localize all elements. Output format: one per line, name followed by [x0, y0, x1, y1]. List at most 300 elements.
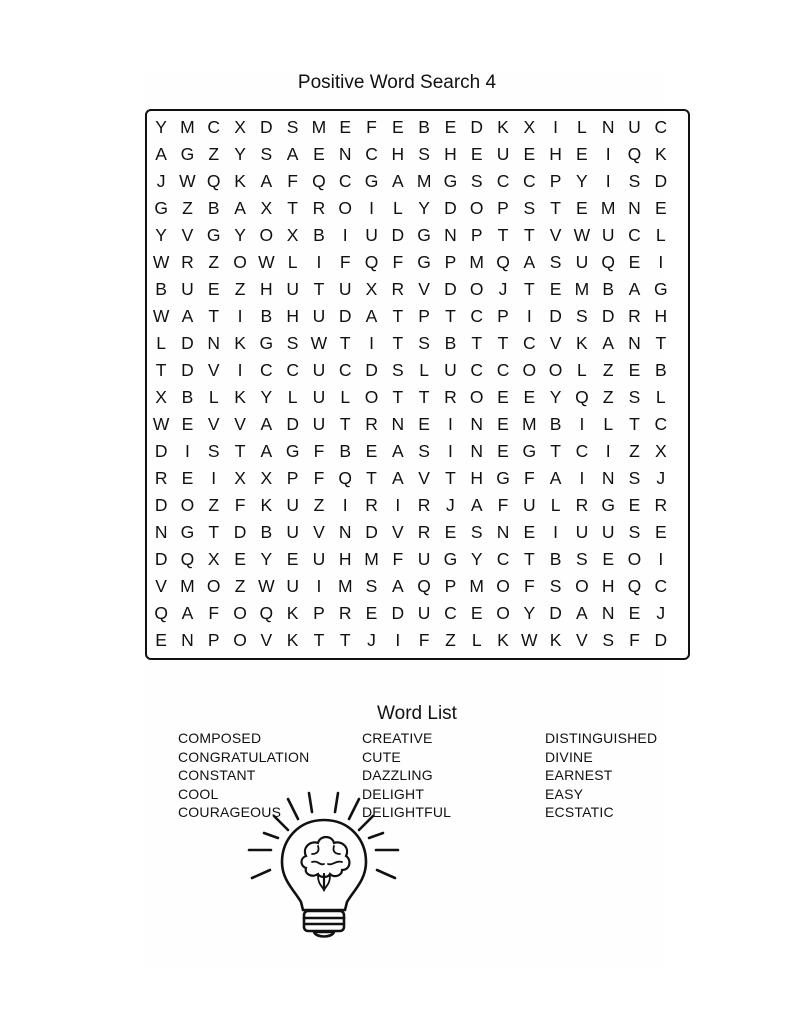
grid-letter: D: [338, 306, 352, 326]
grid-letter: F: [392, 252, 404, 272]
grid-letter: R: [575, 495, 589, 515]
grid-letter: X: [234, 468, 246, 488]
grid-letter: M: [574, 279, 590, 299]
grid-letter: A: [391, 576, 404, 596]
grid-letter: T: [313, 630, 325, 650]
grid-letter: E: [207, 279, 220, 299]
grid-letter: F: [313, 441, 325, 461]
grid-letter: D: [549, 306, 562, 326]
grid-letter: H: [260, 279, 273, 299]
grid-letter: S: [602, 630, 615, 650]
grid-letter: I: [553, 117, 559, 137]
grid-letter: L: [655, 225, 666, 245]
grid-letter: V: [418, 279, 430, 299]
grid-letter: D: [444, 198, 457, 218]
grid-letter: A: [234, 198, 246, 218]
grid-letter: T: [523, 279, 535, 299]
grid-letter: C: [470, 360, 484, 380]
grid-letter: E: [444, 522, 457, 542]
grid-letter: T: [418, 387, 430, 407]
grid-letter: E: [365, 603, 378, 623]
grid-letter: N: [338, 522, 352, 542]
grid-letter: U: [444, 360, 457, 380]
grid-letter: B: [549, 549, 562, 569]
grid-letter: J: [156, 171, 166, 191]
lightbulb-brain-icon: [246, 790, 406, 942]
grid-letter: N: [496, 522, 510, 542]
grid-letter: E: [576, 198, 588, 218]
grid-letter: G: [417, 225, 431, 245]
grid-letter: Y: [260, 387, 273, 407]
grid-letter: V: [391, 522, 404, 542]
grid-letter: H: [470, 468, 484, 488]
grid-letter: Q: [627, 144, 642, 164]
grid-letter: W: [310, 333, 328, 353]
grid-letter: U: [496, 144, 510, 164]
grid-letter: S: [418, 441, 430, 461]
grid-letter: E: [365, 441, 378, 461]
grid-letter: D: [181, 333, 194, 353]
grid-letter: H: [391, 144, 405, 164]
grid-letter: Q: [206, 171, 221, 191]
grid-letter: V: [418, 468, 430, 488]
grid-letter: A: [260, 414, 273, 434]
grid-letter: I: [237, 306, 243, 326]
grid-letter: E: [470, 144, 483, 164]
grid-letter: Y: [260, 549, 273, 569]
grid-letter: H: [338, 549, 352, 569]
grid-letter: P: [444, 576, 457, 596]
grid-letter: T: [392, 306, 404, 326]
grid-letter: O: [522, 360, 537, 380]
grid-letter: D: [470, 117, 484, 137]
grid-letter: T: [497, 225, 509, 245]
grid-letter: Y: [418, 198, 430, 218]
grid-letter: D: [391, 603, 405, 623]
grid-letter: I: [658, 252, 664, 272]
grid-letter: O: [233, 630, 247, 650]
grid-letter: O: [206, 576, 221, 596]
grid-letter: A: [391, 171, 404, 191]
grid-letter: Z: [182, 198, 193, 218]
word-item: CONGRATULATION: [178, 748, 310, 765]
grid-letter: F: [287, 171, 298, 191]
grid-letter: T: [339, 333, 351, 353]
grid-letter: C: [207, 117, 221, 137]
grid-letter: I: [579, 468, 585, 488]
grid-letter: M: [469, 252, 484, 272]
grid-letter: P: [497, 306, 509, 326]
grid-letter: H: [444, 144, 457, 164]
grid-letter: B: [549, 414, 562, 434]
grid-letter: E: [628, 252, 641, 272]
page-title: Positive Word Search 4: [297, 72, 497, 93]
grid-letter: R: [417, 522, 431, 542]
grid-letter: A: [470, 495, 483, 515]
grid-letter: D: [233, 522, 247, 542]
grid-letter: C: [470, 306, 484, 326]
word-item: EARNEST: [545, 767, 613, 783]
grid-letter: A: [628, 279, 641, 299]
grid-letter: N: [628, 198, 641, 218]
grid-letter: B: [313, 225, 325, 245]
grid-letter: R: [628, 306, 641, 326]
grid-letter: F: [208, 603, 220, 623]
grid-letter: A: [391, 468, 404, 488]
grid-letter: S: [523, 198, 536, 218]
grid-letter: G: [259, 333, 274, 353]
grid-letter: G: [601, 495, 615, 515]
grid-letter: O: [233, 252, 247, 272]
grid-letter: S: [470, 171, 483, 191]
grid-letter: Z: [313, 495, 325, 515]
grid-letter: D: [286, 414, 299, 434]
grid-letter: O: [180, 495, 195, 515]
grid-letter: E: [523, 144, 536, 164]
word-item: CUTE: [362, 748, 401, 765]
grid-letter: E: [497, 414, 509, 434]
grid-letter: U: [575, 522, 589, 542]
grid-letter: R: [654, 495, 668, 515]
grid-letter: C: [522, 333, 536, 353]
grid-letter: U: [575, 252, 589, 272]
grid-letter: N: [207, 333, 221, 353]
grid-letter: N: [628, 333, 641, 353]
grid-letter: K: [286, 603, 299, 623]
grid-letter: D: [444, 279, 457, 299]
word-item: ECSTATIC: [545, 804, 614, 820]
grid-letter: P: [549, 171, 562, 191]
grid-letter: D: [154, 441, 168, 461]
grid-letter: Q: [364, 252, 379, 272]
grid-letter: T: [208, 306, 220, 326]
grid-letter: F: [629, 630, 640, 650]
grid-letter: Y: [523, 603, 536, 623]
grid-letter: L: [392, 198, 403, 218]
grid-letter: W: [152, 306, 170, 326]
grid-letter: M: [180, 576, 195, 596]
grid-letter: X: [260, 198, 273, 218]
grid-letter: S: [628, 468, 641, 488]
grid-letter: U: [286, 279, 299, 299]
grid-letter: T: [471, 333, 483, 353]
grid-letter: F: [339, 252, 351, 272]
grid-letter: O: [338, 198, 353, 218]
grid-letter: U: [312, 414, 326, 434]
grid-letter: S: [576, 306, 588, 326]
grid-letter: F: [523, 468, 535, 488]
grid-letter: V: [313, 522, 325, 542]
grid-letter: X: [286, 225, 299, 245]
grid-letter: W: [152, 252, 170, 272]
grid-letter: A: [549, 468, 562, 488]
grid-letter: B: [418, 117, 430, 137]
grid-letter: S: [286, 333, 299, 353]
grid-letter: R: [417, 495, 431, 515]
grid-letter: L: [603, 414, 614, 434]
grid-letter: U: [286, 576, 299, 596]
grid-letter: S: [628, 522, 641, 542]
grid-letter: E: [628, 360, 641, 380]
word-list-column-3: [545, 729, 657, 822]
grid-letter: C: [522, 171, 536, 191]
grid-letter: I: [342, 225, 348, 245]
grid-letter: W: [573, 225, 591, 245]
grid-letter: C: [365, 144, 378, 164]
grid-letter: T: [523, 225, 535, 245]
grid-letter: S: [549, 576, 562, 596]
grid-letter: D: [365, 522, 378, 542]
grid-letter: B: [155, 279, 167, 299]
grid-letter: Z: [234, 576, 246, 596]
grid-letter: A: [576, 603, 588, 623]
grid-letter: K: [549, 630, 562, 650]
grid-letter: S: [260, 144, 273, 164]
grid-letter: T: [497, 333, 509, 353]
grid-letter: O: [575, 576, 589, 596]
grid-letter: U: [312, 549, 326, 569]
grid-letter: R: [391, 279, 405, 299]
grid-letter: A: [523, 252, 536, 272]
grid-letter: S: [391, 360, 404, 380]
grid-letter: T: [287, 198, 298, 218]
grid-letter: U: [522, 495, 536, 515]
grid-letter: A: [602, 333, 615, 353]
grid-letter: U: [365, 225, 378, 245]
grid-letter: O: [469, 387, 484, 407]
grid-letter: T: [550, 441, 561, 461]
grid-letter: E: [391, 117, 404, 137]
grid-letter: K: [497, 630, 509, 650]
grid-letter: J: [498, 279, 508, 299]
grid-letter: S: [628, 387, 641, 407]
grid-letter: O: [469, 279, 484, 299]
grid-letter: I: [395, 495, 401, 515]
grid-letter: T: [629, 414, 640, 434]
grid-letter: E: [576, 144, 588, 164]
grid-letter: I: [447, 414, 453, 434]
grid-letter: B: [181, 387, 194, 407]
grid-letter: S: [576, 549, 588, 569]
grid-letter: A: [155, 144, 167, 164]
grid-letter: D: [365, 360, 378, 380]
grid-letter: C: [575, 441, 589, 461]
grid-letter: G: [443, 171, 458, 191]
grid-letter: U: [312, 387, 326, 407]
grid-letter: K: [234, 333, 246, 353]
grid-letter: I: [553, 522, 559, 542]
grid-letter: C: [496, 360, 510, 380]
word-item: COMPOSED: [178, 730, 262, 746]
grid-letter: B: [260, 522, 273, 542]
grid-letter: U: [181, 279, 194, 299]
grid-letter: U: [286, 495, 299, 515]
grid-letter: P: [313, 603, 325, 623]
grid-letter: Z: [208, 495, 220, 515]
grid-letter: L: [287, 252, 298, 272]
grid-letter: Z: [602, 360, 614, 380]
grid-letter: S: [549, 252, 562, 272]
grid-letter: T: [523, 549, 535, 569]
grid-letter: T: [155, 360, 167, 380]
grid-letter: L: [577, 360, 587, 380]
grid-letter: B: [444, 333, 457, 353]
grid-letter: Q: [259, 603, 274, 623]
word-item: DIVINE: [545, 748, 593, 765]
grid-letter: E: [628, 495, 641, 515]
grid-letter: Y: [234, 225, 246, 245]
grid-letter: G: [417, 252, 431, 272]
grid-letter: T: [550, 198, 561, 218]
grid-letter: I: [395, 630, 401, 650]
grid-letter: Z: [602, 387, 614, 407]
grid-letter: D: [654, 630, 668, 650]
grid-letter: T: [366, 468, 377, 488]
grid-letter: Z: [208, 144, 220, 164]
grid-letter: Y: [549, 387, 562, 407]
grid-letter: K: [576, 333, 588, 353]
grid-letter: Q: [627, 576, 642, 596]
grid-letter: K: [260, 495, 273, 515]
word-item: COOL: [178, 785, 219, 802]
grid-letter: K: [286, 630, 299, 650]
word-item: CREATIVE: [362, 730, 433, 746]
grid-letter: R: [444, 387, 457, 407]
grid-letter: I: [369, 198, 374, 218]
grid-letter: T: [445, 306, 456, 326]
grid-letter: T: [313, 279, 325, 299]
grid-letter: A: [181, 306, 194, 326]
grid-letter: J: [656, 603, 666, 623]
grid-letter: O: [627, 549, 642, 569]
grid-letter: H: [286, 306, 299, 326]
grid-letter: Y: [155, 225, 167, 245]
grid-letter: G: [285, 441, 300, 461]
grid-letter: Q: [575, 387, 589, 407]
grid-letter: C: [654, 117, 668, 137]
grid-letter: G: [180, 144, 195, 164]
grid-letter: I: [579, 414, 585, 434]
grid-letter: I: [605, 144, 611, 164]
grid-letter: K: [654, 144, 667, 164]
grid-letter: F: [366, 117, 377, 137]
grid-letter: E: [313, 144, 325, 164]
grid-letter: C: [338, 171, 352, 191]
grid-letter: S: [207, 441, 220, 461]
grid-letter: S: [365, 576, 378, 596]
grid-letter: E: [628, 603, 641, 623]
word-list-title: Word List: [377, 703, 457, 724]
grid-letter: I: [316, 252, 322, 272]
grid-letter: U: [417, 549, 431, 569]
grid-letter: U: [601, 522, 615, 542]
grid-letter: N: [181, 630, 194, 650]
grid-letter: J: [367, 630, 376, 650]
grid-letter: S: [470, 522, 483, 542]
grid-letter: F: [418, 630, 430, 650]
grid-letter: A: [286, 144, 299, 164]
grid-letter: I: [185, 441, 190, 461]
grid-letter: V: [260, 630, 273, 650]
grid-letter: E: [470, 603, 483, 623]
grid-letter: E: [234, 549, 246, 569]
grid-letter: A: [260, 171, 273, 191]
grid-letter: U: [338, 279, 352, 299]
grid-letter: W: [258, 576, 275, 596]
grid-letter: T: [392, 387, 404, 407]
grid-letter: F: [497, 495, 509, 515]
grid-letter: L: [550, 495, 561, 515]
grid-letter: P: [444, 252, 457, 272]
grid-letter: F: [313, 468, 325, 488]
grid-letter: L: [577, 117, 587, 137]
grid-letter: F: [234, 495, 246, 515]
word-item: DELIGHT: [362, 785, 425, 802]
grid-letter: M: [416, 171, 432, 191]
grid-letter: H: [549, 144, 562, 164]
grid-letter: I: [237, 360, 243, 380]
grid-letter: I: [342, 495, 348, 515]
grid-letter: R: [154, 468, 168, 488]
grid-letter: F: [392, 549, 404, 569]
grid-letter: U: [286, 522, 299, 542]
grid-letter: T: [339, 630, 351, 650]
grid-letter: E: [602, 549, 615, 569]
grid-letter: J: [446, 495, 455, 515]
grid-letter: K: [497, 117, 509, 137]
grid-letter: D: [260, 117, 273, 137]
grid-letter: B: [602, 279, 615, 299]
grid-letter: Y: [470, 549, 483, 569]
grid-letter: B: [654, 360, 667, 380]
grid-letter: G: [496, 468, 510, 488]
grid-letter: M: [522, 414, 537, 434]
grid-letter: P: [497, 198, 509, 218]
grid-letter: E: [654, 522, 667, 542]
grid-letter: Q: [154, 603, 168, 623]
grid-letter: V: [576, 630, 588, 650]
grid-letter: Q: [312, 171, 326, 191]
grid-letter: N: [601, 468, 615, 488]
word-item: CONSTANT: [178, 767, 256, 783]
grid-letter: O: [233, 603, 247, 623]
grid-letter: E: [339, 117, 352, 137]
grid-letter: E: [181, 414, 194, 434]
grid-letter: I: [605, 441, 611, 461]
grid-letter: C: [628, 225, 641, 245]
grid-letter: C: [654, 414, 668, 434]
grid-letter: O: [364, 387, 379, 407]
grid-letter: E: [523, 387, 536, 407]
grid-letter: Y: [155, 117, 167, 137]
grid-letter: I: [369, 333, 374, 353]
grid-letter: Z: [629, 441, 640, 461]
grid-letter: E: [523, 522, 536, 542]
grid-letter: M: [364, 549, 379, 569]
grid-letter: X: [207, 549, 220, 569]
grid-letter: D: [181, 360, 194, 380]
grid-letter: B: [260, 306, 273, 326]
grid-letter: T: [234, 441, 246, 461]
grid-letter: D: [549, 603, 562, 623]
grid-letter: G: [180, 522, 195, 542]
grid-letter: C: [260, 360, 273, 380]
grid-letter: W: [258, 252, 275, 272]
word-item: DISTINGUISHED: [545, 730, 658, 746]
grid-letter: R: [338, 603, 352, 623]
grid-letter: P: [286, 468, 299, 488]
grid-letter: V: [155, 576, 167, 596]
